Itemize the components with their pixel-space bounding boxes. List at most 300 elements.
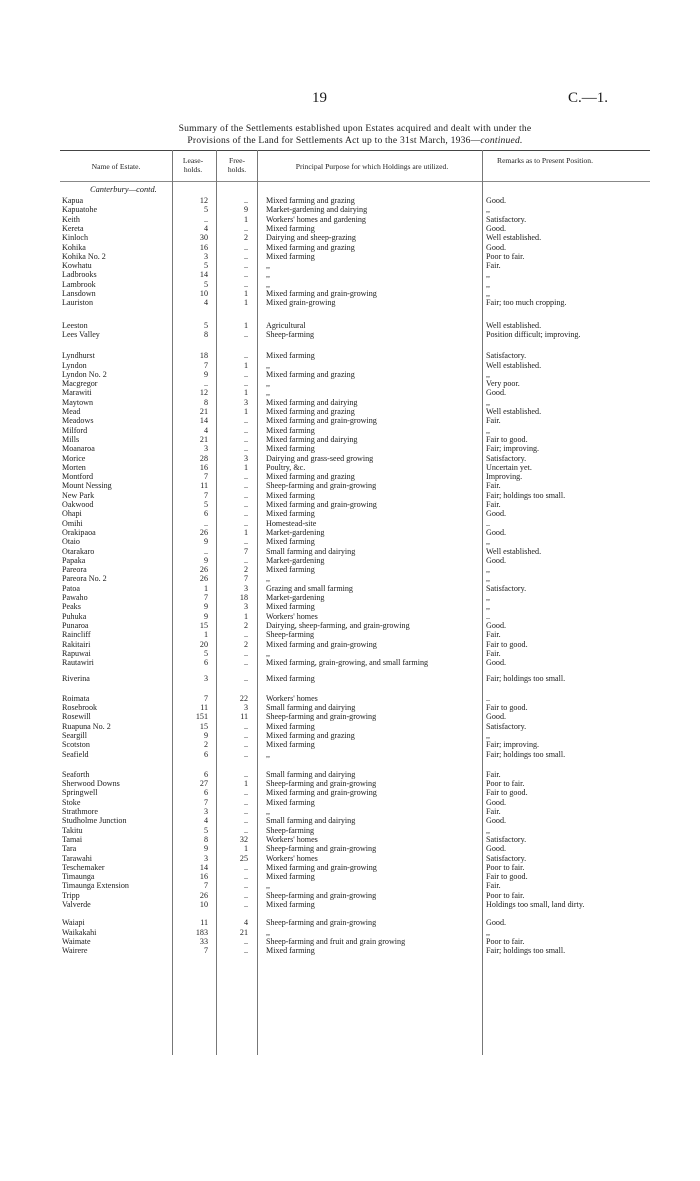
table-row — [0, 519, 700, 528]
table-row — [0, 472, 700, 481]
leaseholds-cell: 30 — [199, 233, 208, 243]
remarks-cell: ,, — [486, 574, 491, 584]
leaseholds-cell: 4 — [203, 816, 208, 826]
freeholds-cell: .. — [243, 481, 248, 491]
estate-name-cell: Waimate — [62, 936, 91, 946]
estate-name-cell: Papaka — [62, 555, 86, 565]
purpose-cell: Mixed farming and grain-growing — [266, 500, 377, 509]
table-row — [0, 826, 700, 835]
estate-name-cell: Milford — [62, 425, 88, 435]
table-row — [0, 379, 700, 388]
table-row — [0, 640, 700, 649]
purpose-cell: ,, — [266, 881, 271, 891]
leaseholds-cell: 18 — [199, 351, 208, 361]
leaseholds-cell: 5 — [203, 500, 208, 509]
remarks-cell: .. — [486, 611, 491, 621]
table-row — [0, 630, 700, 639]
table-row — [0, 321, 700, 330]
remarks-cell: Fair. — [486, 648, 501, 658]
purpose-cell: ,, — [266, 388, 271, 398]
freeholds-cell: 1 — [243, 779, 248, 789]
header-purpose: Principal Purpose for which Holdings are utilized. — [295, 162, 449, 171]
table-row — [0, 835, 700, 844]
freeholds-cell: .. — [243, 242, 248, 252]
estate-name-cell: Leeston — [62, 320, 88, 330]
estate-name-cell: Lambrook — [62, 279, 96, 289]
leaseholds-cell: 26 — [199, 527, 208, 537]
leaseholds-cell: 10 — [199, 900, 208, 909]
purpose-cell: Mixed farming — [266, 797, 315, 807]
freeholds-cell: 1 — [243, 611, 248, 621]
purpose-cell: Market-gardening and dairying — [266, 205, 368, 215]
leaseholds-cell: 20 — [199, 639, 208, 649]
purpose-cell: Sheep-farming and grain-growing — [266, 890, 377, 900]
freeholds-cell: .. — [243, 881, 248, 891]
purpose-cell: Workers' homes — [266, 834, 318, 844]
leaseholds-cell: 5 — [203, 279, 208, 289]
purpose-cell: ,, — [266, 574, 271, 584]
table-row — [0, 872, 700, 881]
header-leaseholds: Lease-holds. — [182, 156, 204, 174]
table-row — [0, 854, 700, 863]
leaseholds-cell: 2 — [203, 740, 208, 750]
purpose-cell: Mixed farming — [266, 740, 315, 750]
estate-name-cell: Pareora — [62, 565, 87, 575]
purpose-cell: Mixed farming and grazing — [266, 196, 355, 205]
remarks-cell: Good. — [486, 620, 507, 630]
table-row — [0, 463, 700, 472]
title-line-2 — [60, 135, 650, 147]
table-row — [0, 863, 700, 872]
estate-name-cell: Sherwood Downs — [62, 779, 120, 789]
estate-name-cell: Scotston — [62, 740, 90, 750]
leaseholds-cell: 33 — [199, 936, 208, 946]
table-row — [0, 330, 700, 339]
table-row — [0, 398, 700, 407]
estate-name-cell: Keith — [62, 214, 80, 224]
estate-name-cell: Ruapuna No. 2 — [62, 721, 111, 731]
remarks-cell: Well established. — [486, 546, 542, 556]
leaseholds-cell: 8 — [203, 834, 208, 844]
freeholds-cell: 11 — [240, 712, 248, 722]
purpose-cell: Market-gardening — [266, 593, 325, 602]
table-row — [0, 224, 700, 233]
header-remarks: Remarks as to Present Position. — [497, 156, 593, 165]
estate-name-cell: Lansdown — [62, 289, 96, 298]
remarks-cell: Well established. — [486, 233, 542, 243]
table-row — [0, 658, 700, 667]
estate-name-cell: Takitu — [62, 825, 83, 835]
freeholds-cell: 2 — [243, 620, 248, 630]
purpose-cell: Workers' homes and gardening — [266, 214, 366, 224]
freeholds-cell: .. — [243, 946, 248, 956]
leaseholds-cell: 6 — [203, 769, 208, 779]
freeholds-cell: .. — [243, 518, 248, 528]
purpose-cell: ,, — [266, 279, 271, 289]
table-row — [0, 388, 700, 397]
remarks-cell: Fair. — [486, 630, 501, 640]
purpose-cell: Mixed farming and grain-growing — [266, 862, 377, 872]
freeholds-cell: .. — [243, 490, 248, 500]
leaseholds-cell: 3 — [203, 444, 208, 454]
estate-name-cell: Tripp — [62, 890, 80, 900]
freeholds-cell: 21 — [239, 927, 248, 937]
freeholds-cell: 3 — [243, 583, 248, 593]
leaseholds-cell: 11 — [200, 481, 208, 491]
remarks-cell: Fair. — [486, 881, 501, 891]
leaseholds-cell: 7 — [203, 360, 208, 370]
leaseholds-cell: 6 — [203, 509, 208, 519]
freeholds-cell: .. — [243, 862, 248, 872]
freeholds-cell: 9 — [243, 205, 248, 215]
purpose-cell: Mixed farming — [266, 251, 315, 261]
table-row — [0, 891, 700, 900]
estate-name-cell: Rosebrook — [62, 703, 98, 712]
leaseholds-cell: 3 — [203, 251, 208, 261]
header-freeholds: Free-holds. — [227, 156, 247, 174]
remarks-cell: Good. — [486, 555, 507, 565]
remarks-cell: Position difficult; improving. — [486, 329, 581, 339]
table-row — [0, 712, 700, 721]
remarks-cell: ,, — [486, 397, 491, 407]
freeholds-cell: .. — [243, 721, 248, 731]
freeholds-cell: .. — [243, 630, 248, 640]
header-top-rule — [60, 150, 650, 151]
purpose-cell: Mixed farming — [266, 602, 315, 612]
estate-name-cell: Ohapi — [62, 509, 82, 519]
leaseholds-cell: 5 — [203, 320, 208, 330]
table-row — [0, 270, 700, 279]
freeholds-cell: 22 — [239, 693, 248, 703]
purpose-cell: Mixed farming — [266, 223, 315, 233]
table-row — [0, 788, 700, 797]
freeholds-cell: 1 — [243, 527, 248, 537]
purpose-cell: Mixed farming — [266, 509, 315, 519]
remarks-cell: Holdings too small, land dirty. — [486, 900, 585, 909]
table-row — [0, 196, 700, 205]
leaseholds-cell: 151 — [195, 712, 208, 722]
leaseholds-cell: 8 — [203, 329, 208, 339]
estate-name-cell: Kapuatohe — [62, 205, 98, 215]
leaseholds-cell: 3 — [203, 853, 208, 863]
freeholds-cell: .. — [243, 425, 248, 435]
purpose-cell: Workers' homes — [266, 693, 318, 703]
estate-name-cell: Tamai — [62, 834, 83, 844]
purpose-cell: Mixed farming — [266, 490, 315, 500]
table-row — [0, 298, 700, 307]
estate-name-cell: Kinloch — [62, 233, 89, 243]
leaseholds-cell: 6 — [203, 749, 208, 759]
estate-name-cell: Seargill — [62, 730, 88, 740]
purpose-cell: ,, — [266, 807, 271, 816]
freeholds-cell: .. — [243, 730, 248, 740]
freeholds-cell: .. — [243, 434, 248, 444]
table-row — [0, 918, 700, 927]
leaseholds-cell: 3 — [203, 807, 208, 816]
purpose-cell: Mixed farming and grain-growing — [266, 639, 377, 649]
remarks-cell: Fair; improving. — [486, 444, 540, 454]
remarks-cell: Satisfactory. — [486, 214, 527, 224]
remarks-cell: Poor to fair. — [486, 779, 525, 789]
remarks-cell: Good. — [486, 844, 507, 854]
freeholds-cell: 2 — [243, 565, 248, 575]
remarks-cell: Fair; holdings too small. — [486, 946, 566, 956]
remarks-cell: Fair. — [486, 500, 501, 509]
freeholds-cell: .. — [243, 816, 248, 826]
purpose-cell: Dairying and grass-seed growing — [266, 453, 374, 463]
estate-name-cell: Kowhatu — [62, 261, 92, 271]
leaseholds-cell: 9 — [203, 602, 208, 612]
table-title — [60, 123, 650, 147]
estate-name-cell: New Park — [62, 490, 95, 500]
freeholds-cell: .. — [243, 270, 248, 280]
estate-name-cell: Mount Nessing — [62, 481, 112, 491]
estate-name-cell: Maytown — [62, 397, 94, 407]
freeholds-cell: .. — [243, 658, 248, 668]
estate-name-cell: Springwell — [62, 788, 98, 798]
purpose-cell: Mixed farming — [266, 351, 315, 361]
leaseholds-cell: 27 — [199, 779, 208, 789]
purpose-cell: Small farming and dairying — [266, 703, 356, 712]
remarks-cell: ,, — [486, 537, 491, 547]
estate-name-cell: Rakitairi — [62, 639, 91, 649]
leaseholds-cell: 15 — [199, 620, 208, 630]
estate-name-cell: Macgregor — [62, 379, 98, 389]
purpose-cell: Mixed farming, grain-growing, and small farming — [266, 658, 429, 668]
purpose-cell: Mixed farming — [266, 537, 315, 547]
estate-name-cell: Kohika — [62, 242, 86, 252]
purpose-cell: Mixed farming and grain-growing — [266, 416, 377, 426]
table-row — [0, 602, 700, 611]
freeholds-cell: .. — [243, 537, 248, 547]
freeholds-cell: 32 — [239, 834, 248, 844]
remarks-cell: Improving. — [486, 472, 523, 482]
table-row — [0, 481, 700, 490]
remarks-cell: Fair. — [486, 416, 501, 426]
leaseholds-cell: 9 — [203, 369, 208, 379]
purpose-cell: Homestead-site — [266, 518, 317, 528]
purpose-cell: Sheep-farming — [266, 825, 315, 835]
table-row — [0, 612, 700, 621]
table-row — [0, 807, 700, 816]
table-row — [0, 407, 700, 416]
leaseholds-cell: 21 — [199, 407, 208, 416]
remarks-cell: Fair; holdings too small. — [486, 749, 566, 759]
estate-name-cell: Pawaho — [62, 593, 88, 602]
table-row — [0, 703, 700, 712]
remarks-cell: .. — [486, 518, 491, 528]
purpose-cell: Agricultural — [266, 320, 306, 330]
leaseholds-cell: 4 — [203, 298, 208, 308]
estate-name-cell: Puhuka — [62, 611, 87, 621]
leaseholds-cell: 3 — [203, 674, 208, 684]
table-row — [0, 556, 700, 565]
table-row — [0, 779, 700, 788]
estate-name-cell: Rautawiri — [62, 658, 94, 668]
freeholds-cell: .. — [243, 279, 248, 289]
purpose-cell: Sheep-farming and grain-growing — [266, 481, 377, 491]
table-row — [0, 946, 700, 955]
remarks-cell: Well established. — [486, 360, 542, 370]
estate-name-cell: Valverde — [62, 900, 91, 909]
purpose-cell: Sheep-farming — [266, 329, 315, 339]
estate-name-cell: Tarawahi — [62, 853, 92, 863]
freeholds-cell: .. — [243, 472, 248, 482]
table-row — [0, 491, 700, 500]
purpose-cell: Market-gardening — [266, 555, 325, 565]
remarks-cell: Fair to good. — [486, 703, 528, 712]
table-row — [0, 722, 700, 731]
purpose-cell: Mixed farming — [266, 900, 315, 909]
remarks-cell: Poor to fair. — [486, 890, 525, 900]
freeholds-cell: .. — [243, 674, 248, 684]
table-row — [0, 649, 700, 658]
freeholds-cell: 4 — [243, 918, 248, 928]
freeholds-cell: .. — [243, 797, 248, 807]
table-row — [0, 435, 700, 444]
estate-name-cell: Lees Valley — [62, 329, 100, 339]
freeholds-cell: .. — [243, 416, 248, 426]
freeholds-cell: 7 — [243, 546, 248, 556]
table-row — [0, 574, 700, 583]
table-row — [0, 261, 700, 270]
leaseholds-cell: 5 — [203, 825, 208, 835]
remarks-cell: Good. — [486, 816, 507, 826]
header-bottom-rule — [60, 181, 650, 182]
leaseholds-cell: 26 — [199, 574, 208, 584]
purpose-cell: Mixed farming — [266, 872, 315, 882]
remarks-cell: Fair. — [486, 481, 501, 491]
table-row — [0, 454, 700, 463]
leaseholds-cell: 21 — [199, 434, 208, 444]
estate-name-cell: Patoa — [62, 583, 80, 593]
leaseholds-cell: 7 — [203, 797, 208, 807]
freeholds-cell: 1 — [243, 407, 248, 416]
freeholds-cell: .. — [243, 825, 248, 835]
remarks-cell: Satisfactory. — [486, 583, 527, 593]
table-row — [0, 233, 700, 242]
freeholds-cell: .. — [243, 740, 248, 750]
purpose-cell: ,, — [266, 360, 271, 370]
freeholds-cell: .. — [243, 500, 248, 509]
purpose-cell: Mixed farming and grazing — [266, 472, 355, 482]
freeholds-cell: .. — [243, 900, 248, 909]
remarks-cell: ,, — [486, 205, 491, 215]
estate-name-cell: Otaio — [62, 537, 80, 547]
purpose-cell: Mixed farming — [266, 946, 315, 956]
remarks-cell: ,, — [486, 593, 491, 602]
purpose-cell: Mixed farming — [266, 425, 315, 435]
remarks-cell: ,, — [486, 289, 491, 298]
leaseholds-cell: 14 — [199, 416, 208, 426]
remarks-cell: Good. — [486, 658, 507, 668]
purpose-cell: ,, — [266, 270, 271, 280]
freeholds-cell: 18 — [239, 593, 248, 602]
estate-name-cell: Montford — [62, 472, 94, 482]
leaseholds-cell: 12 — [199, 388, 208, 398]
remarks-cell: ,, — [486, 369, 491, 379]
estate-name-cell: Wairere — [62, 946, 88, 956]
estate-name-cell: Timaunga — [62, 872, 95, 882]
leaseholds-cell: 16 — [199, 872, 208, 882]
estate-name-cell: Otarakaro — [62, 546, 95, 556]
purpose-cell: Mixed farming — [266, 721, 315, 731]
estate-name-cell: Seafield — [62, 749, 89, 759]
purpose-cell: Mixed farming and grazing — [266, 242, 355, 252]
freeholds-cell: .. — [243, 251, 248, 261]
remarks-cell: Satisfactory. — [486, 834, 527, 844]
purpose-cell: ,, — [266, 749, 271, 759]
leaseholds-cell: 9 — [203, 537, 208, 547]
freeholds-cell: 1 — [243, 844, 248, 854]
purpose-cell: Mixed farming and dairying — [266, 397, 358, 407]
estate-name-cell: Morten — [62, 462, 86, 472]
purpose-cell: Sheep-farming — [266, 630, 315, 640]
remarks-cell: ,, — [486, 279, 491, 289]
page-number: 19 — [312, 90, 327, 106]
table-row — [0, 215, 700, 224]
freeholds-cell: .. — [243, 261, 248, 271]
remarks-cell: Satisfactory. — [486, 721, 527, 731]
freeholds-cell: 3 — [243, 703, 248, 712]
leaseholds-cell: 16 — [199, 462, 208, 472]
table-row — [0, 937, 700, 946]
purpose-cell: Dairying, sheep-farming, and grain-growing — [266, 620, 410, 630]
estate-name-cell: Pareora No. 2 — [62, 574, 107, 584]
purpose-cell: Mixed farming and dairying — [266, 434, 358, 444]
table-row — [0, 426, 700, 435]
freeholds-cell: .. — [243, 555, 248, 565]
remarks-cell: Fair to good. — [486, 788, 528, 798]
estate-name-cell: Meadows — [62, 416, 94, 426]
freeholds-cell: 3 — [243, 453, 248, 463]
table-row — [0, 740, 700, 749]
table-row — [0, 674, 700, 683]
remarks-cell: Fair; improving. — [486, 740, 540, 750]
estate-name-cell: Raincliff — [62, 630, 91, 640]
title-continued: continued. — [480, 135, 523, 146]
table-row — [0, 537, 700, 546]
estate-name-cell: Kapua — [62, 196, 84, 205]
freeholds-cell: .. — [243, 351, 248, 361]
table-row — [0, 770, 700, 779]
table-row — [0, 798, 700, 807]
purpose-cell: Mixed farming and grazing — [266, 369, 355, 379]
freeholds-cell: .. — [243, 872, 248, 882]
remarks-cell: ,, — [486, 425, 491, 435]
table-row — [0, 621, 700, 630]
title-line-1: Summary of the Settlements established upon Estates acquired and dealt with under the — [178, 123, 532, 134]
table-row — [0, 509, 700, 518]
leaseholds-cell: 1 — [203, 583, 208, 593]
freeholds-cell: 25 — [239, 853, 248, 863]
remarks-cell: Poor to fair. — [486, 251, 525, 261]
table-row — [0, 351, 700, 360]
table-row — [0, 731, 700, 740]
table-row — [0, 280, 700, 289]
remarks-cell: Fair to good. — [486, 434, 528, 444]
estate-name-cell: Timaunga Extension — [62, 881, 129, 891]
table-row — [0, 928, 700, 937]
remarks-cell: Good. — [486, 196, 507, 205]
estate-name-cell: Teschemaker — [62, 862, 105, 872]
table-row — [0, 900, 700, 909]
table-row — [0, 844, 700, 853]
estate-name-cell: Oakwood — [62, 500, 94, 509]
table-row — [0, 416, 700, 425]
purpose-cell: Mixed farming — [266, 444, 315, 454]
title-line-2-text: Provisions of the Land for Settlements Act up to the 31st March, 1936— — [187, 135, 481, 146]
